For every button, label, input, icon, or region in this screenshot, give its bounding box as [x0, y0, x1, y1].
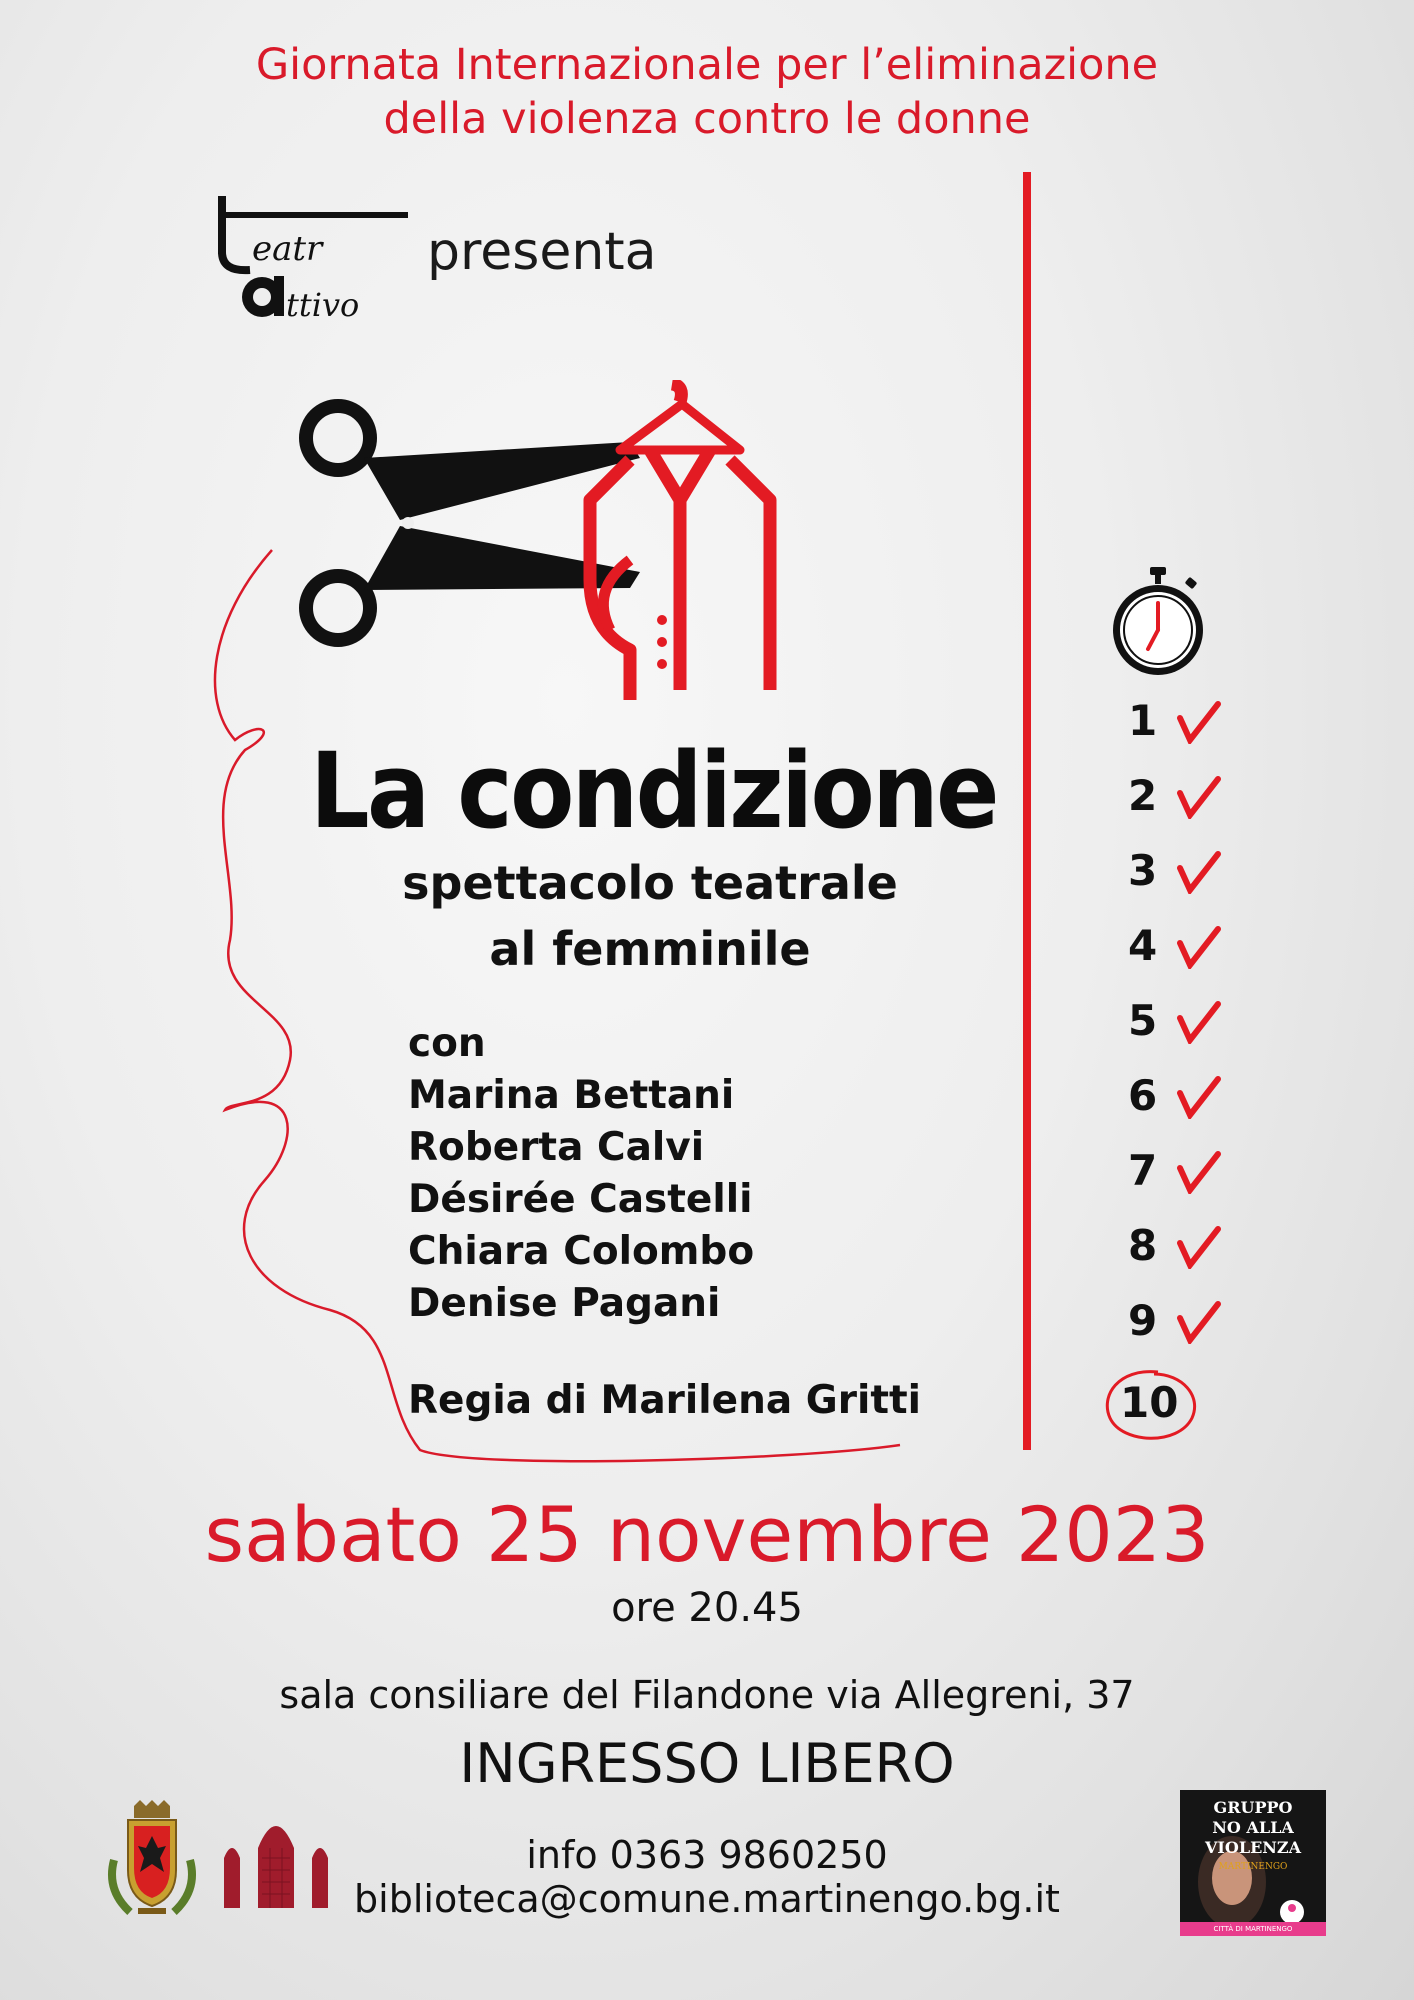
- countdown-number: 8: [1128, 1221, 1158, 1270]
- vertical-divider: [1023, 172, 1031, 1450]
- jacket-icon: [590, 384, 770, 700]
- countdown-number: 3: [1128, 846, 1158, 895]
- checkmark-icon: [1176, 1000, 1222, 1044]
- countdown-item: [1128, 1296, 1238, 1352]
- stopwatch-icon: [1108, 565, 1208, 680]
- group-title-line-1: GRUPPO: [1213, 1798, 1293, 1817]
- show-subtitle: [330, 850, 970, 982]
- scissors-jacket-illustration: [290, 380, 810, 710]
- checkmark-icon: [1176, 1150, 1222, 1194]
- arches-logo: [222, 1808, 330, 1913]
- countdown-number: 1: [1128, 696, 1158, 745]
- event-occasion-line-2: della violenza contro le donne: [383, 94, 1031, 144]
- cast-member: Désirée Castelli: [408, 1177, 753, 1222]
- checkmark-icon: [1176, 775, 1222, 819]
- countdown-item: [1128, 696, 1238, 752]
- group-title-line-3: VIOLENZA: [1205, 1838, 1301, 1857]
- countdown-number: 7: [1128, 1146, 1158, 1195]
- event-occasion-title: [0, 38, 1414, 146]
- checkmark-icon: [1176, 850, 1222, 894]
- cast-member: Roberta Calvi: [408, 1125, 705, 1170]
- cast-member: Denise Pagani: [408, 1281, 721, 1326]
- countdown-final-number: 10: [1120, 1378, 1179, 1427]
- countdown-number: 6: [1128, 1071, 1158, 1120]
- jacket-buttons: [657, 615, 667, 669]
- event-time: ore 20.45: [611, 1585, 803, 1631]
- teatro-attivo-logo: [210, 192, 410, 327]
- director-credit: Regia di Marilena Gritti: [408, 1378, 921, 1423]
- countdown-number: 5: [1128, 996, 1158, 1045]
- municipal-coat-of-arms-logo: [100, 1800, 205, 1920]
- event-date: sabato 25 novembre 2023: [204, 1490, 1210, 1579]
- event-venue: sala consiliare del Filandone via Allegreni, 37: [279, 1673, 1135, 1717]
- show-title: La condizione: [310, 730, 997, 852]
- countdown-item: [1128, 1146, 1238, 1202]
- checkmark-icon: [1176, 700, 1222, 744]
- countdown-item: [1128, 771, 1238, 827]
- group-footer: CITTÀ DI MARTINENGO: [1180, 1922, 1326, 1936]
- countdown-number: 4: [1128, 921, 1158, 970]
- group-title-line-2: NO ALLA: [1212, 1818, 1294, 1837]
- cast-member: Chiara Colombo: [408, 1229, 755, 1274]
- countdown-number: 2: [1128, 771, 1158, 820]
- countdown-item: [1128, 1071, 1238, 1127]
- contact-phone: info 0363 9860250: [526, 1833, 888, 1877]
- admission-label: INGRESSO LIBERO: [459, 1732, 955, 1795]
- no-violence-group-logo: [1180, 1790, 1326, 1936]
- show-subtitle-line-1: spettacolo teatrale: [402, 856, 898, 910]
- cast-member: Marina Bettani: [408, 1073, 735, 1118]
- cast-intro: con: [408, 1021, 486, 1066]
- checkmark-icon: [1176, 925, 1222, 969]
- contact-email: biblioteca@comune.martinengo.bg.it: [354, 1877, 1060, 1921]
- countdown-item: [1128, 996, 1238, 1052]
- checkmark-icon: [1176, 1225, 1222, 1269]
- event-occasion-line-1: Giornata Internazionale per l’eliminazione: [255, 40, 1159, 90]
- countdown-item: [1128, 1221, 1238, 1277]
- logo-text-top: eatr: [252, 229, 323, 269]
- countdown-item: [1128, 921, 1238, 977]
- checkmark-icon: [1176, 1075, 1222, 1119]
- logo-text-bottom: ttivo: [286, 286, 360, 324]
- show-subtitle-line-2: al femminile: [489, 922, 811, 976]
- cast-list: [408, 1018, 754, 1330]
- group-city: MARTINENGO: [1218, 1862, 1288, 1872]
- presents-label: presenta: [427, 222, 657, 282]
- countdown-number: 9: [1128, 1296, 1158, 1345]
- countdown-final-item: [1098, 1366, 1200, 1446]
- checkmark-icon: [1176, 1300, 1222, 1344]
- countdown-item: [1128, 846, 1238, 902]
